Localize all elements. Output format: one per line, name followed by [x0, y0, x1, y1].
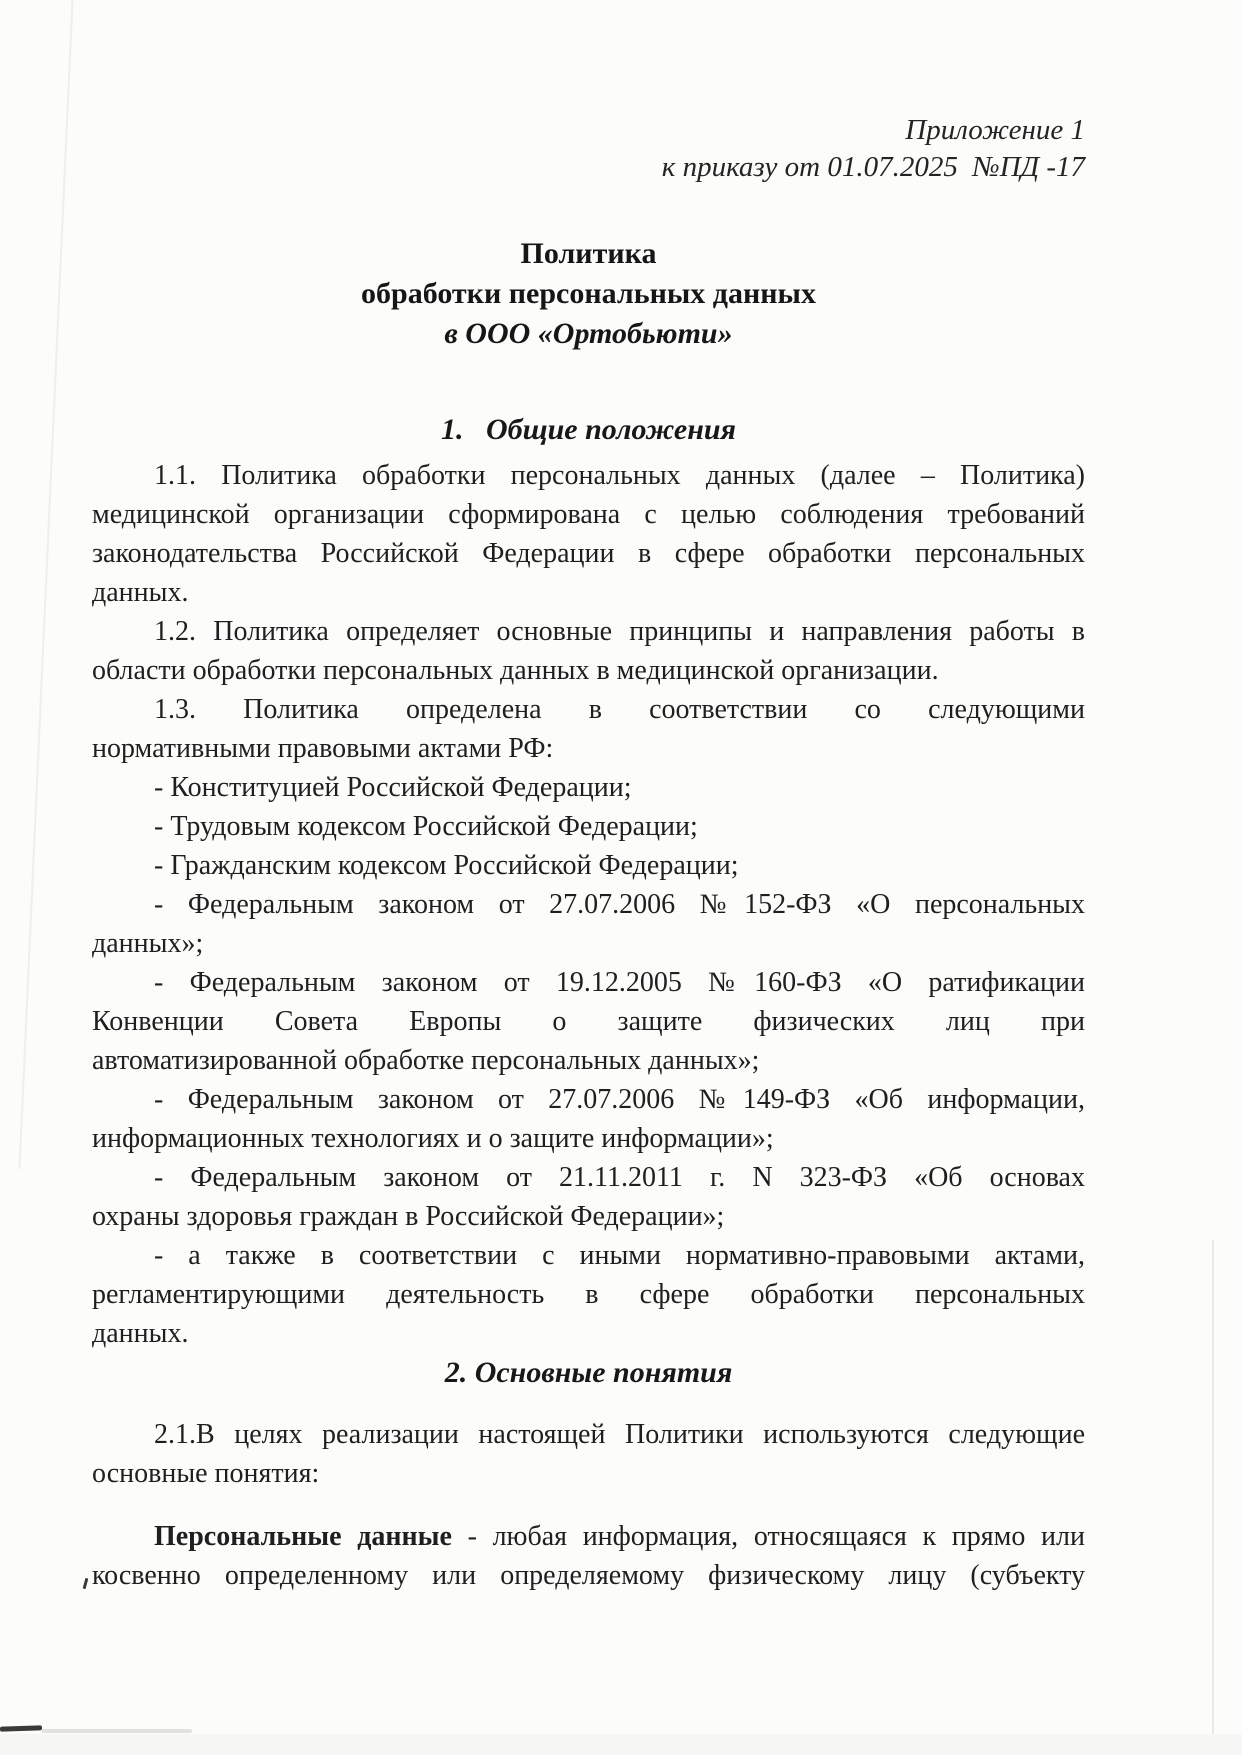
- text-line: 2.1.В целях реализации настоящей Политики используются следующие: [154, 1419, 1085, 1450]
- text-line: - Федеральным законом от 27.07.2006 №149-ФЗ «Об информации,: [154, 1084, 1085, 1115]
- text-line: Конвенции Совета Европы о защите физических лиц при: [92, 1006, 1085, 1037]
- list-item-fz152: [92, 885, 1085, 963]
- text-line: автоматизированной обработке персональных данных»;: [92, 1045, 760, 1076]
- list-item-labor-code: [92, 807, 1085, 846]
- text-line: данных»;: [92, 928, 204, 959]
- list-item-fz149: [92, 1080, 1085, 1158]
- annex-note-line2: к приказу от 01.07.2025 №ПД -17: [661, 151, 1085, 183]
- text-line: регламентирующими деятельность в сфере обработки персональных: [92, 1279, 1085, 1310]
- scan-bottom-strip: [0, 1734, 1242, 1755]
- title-line3: в ООО «Ортобьюти»: [444, 317, 733, 350]
- text-line: законодательства Российской Федерации в сфере обработки персональных: [92, 538, 1085, 569]
- paragraph-2-1: [92, 1415, 1085, 1493]
- section-2-heading: 2. Основные понятия: [444, 1356, 733, 1389]
- paragraph-term-personal-data: [92, 1517, 1085, 1595]
- list-item-fz160: [92, 963, 1085, 1080]
- text-line: - Федеральным законом от 19.12.2005 №160-ФЗ «О ратификации: [154, 967, 1085, 998]
- text-line: - Федеральным законом от 27.07.2006 №152-ФЗ «О персональных: [154, 889, 1085, 920]
- title-line2: обработки персональных данных: [361, 277, 816, 310]
- text-line: данных.: [92, 1318, 189, 1349]
- scan-edge-line: [1212, 1240, 1214, 1755]
- document-body: [92, 410, 1085, 1595]
- text-line: медицинской организации сформирована с целью соблюдения требований: [92, 499, 1085, 530]
- text-line: - Трудовым кодексом Российской Федерации;: [154, 811, 698, 842]
- scan-artifact-dash: [0, 1725, 42, 1731]
- text-line: - а также в соответствии с иными нормативно-правовыми актами,: [154, 1240, 1085, 1271]
- document-content: [92, 0, 1085, 1595]
- document-title: [92, 234, 1085, 354]
- text-line: области обработки персональных данных в медицинской организации.: [92, 655, 939, 686]
- list-item-other-acts: [92, 1236, 1085, 1353]
- text-line: данных.: [92, 577, 189, 608]
- scan-artifact-tick: [83, 1578, 89, 1589]
- text-line: косвенно определенному или определяемому физическому лицу (субъекту: [92, 1560, 1085, 1591]
- text-line: - Конституцией Российской Федерации;: [154, 772, 632, 803]
- scan-artifact-smudge: [42, 1729, 192, 1733]
- list-item-civil-code: [92, 846, 1085, 885]
- scan-edge-shadow: [18, 0, 74, 1169]
- list-item-fz323: [92, 1158, 1085, 1236]
- text-line: - Гражданским кодексом Российской Федерации;: [154, 850, 739, 881]
- annex-note: [92, 112, 1085, 186]
- text-line: информационных технологиях и о защите информации»;: [92, 1123, 774, 1154]
- paragraph-1-3: [92, 690, 1085, 768]
- title-line1: Политика: [520, 237, 657, 270]
- text-line: основные понятия:: [92, 1458, 320, 1489]
- text-line: охраны здоровья граждан в Российской Федерации»;: [92, 1201, 725, 1232]
- section-1-heading: 1. Общие положения: [441, 413, 736, 446]
- text-line: Персональные данные - любая информация, относящаяся к прямо или: [154, 1521, 1085, 1552]
- paragraph-1-2: [92, 612, 1085, 690]
- list-item-constitution: [92, 768, 1085, 807]
- term-bold: Персональные данные: [154, 1521, 452, 1552]
- annex-note-line1: Приложение 1: [905, 114, 1085, 146]
- text-line: 1.2. Политика определяет основные принципы и направления работы в: [154, 616, 1085, 647]
- text-line: 1.3. Политика определена в соответствии со следующими: [154, 694, 1085, 725]
- paragraph-1-1: [92, 456, 1085, 612]
- text-line: нормативными правовыми актами РФ:: [92, 733, 554, 764]
- text-line: 1.1. Политика обработки персональных данных (далее – Политика): [154, 460, 1085, 491]
- text-line: - Федеральным законом от 21.11.2011 г. N 323-ФЗ «Об основах: [154, 1162, 1085, 1193]
